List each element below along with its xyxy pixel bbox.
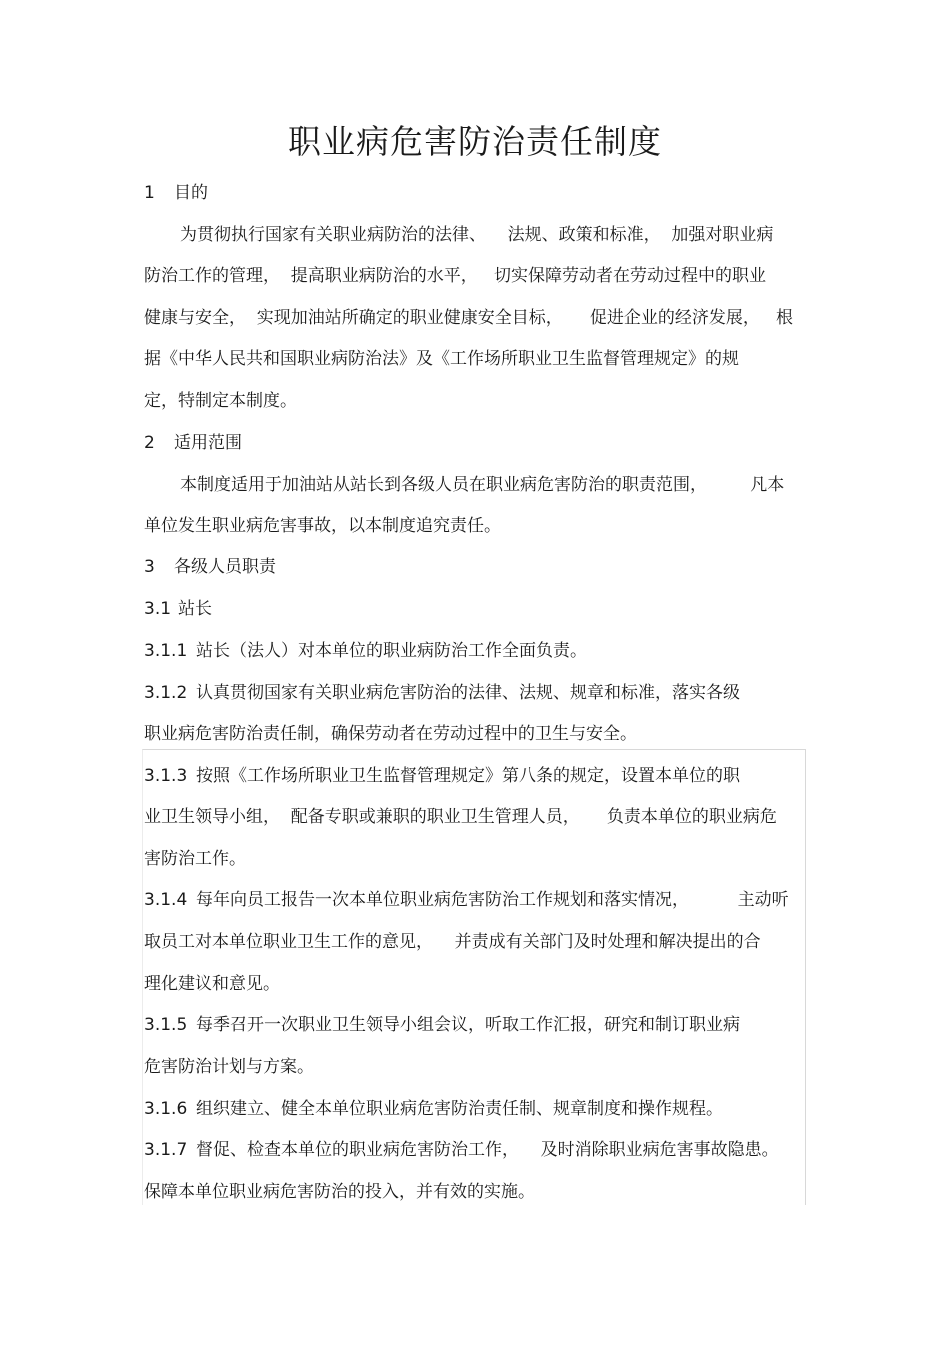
item-3-1-7 [144,1138,779,1162]
item-number: 3.1.1 [144,641,188,661]
section-number: 1 [144,183,155,203]
section-number: 2 [144,433,155,453]
paragraph-line: 职业病危害防治责任制，确保劳动者在劳动过程中的卫生与安全。 [144,724,637,744]
item-text: 每季召开一次职业卫生领导小组会议，听取工作汇报，研究和制订职业病 [196,1015,740,1035]
section-3-1-heading [144,597,212,621]
paragraph-line: 单位发生职业病危害事故，以本制度追究责任。 [144,516,501,536]
paragraph-line: 危害防治计划与方案。 [144,1057,314,1077]
item-number: 3.1.7 [144,1140,188,1160]
item-3-1-1 [144,639,587,663]
paragraph-line: 害防治工作。 [144,849,246,869]
section-2-heading [144,431,242,455]
section-title: 适用范围 [174,433,242,453]
item-3-1-4 [144,888,789,912]
paragraph-line: 取员工对本单位职业卫生工作的意见， 并责成有关部门及时处理和解决提出的合 [144,932,761,952]
section-3-heading [144,555,276,579]
paragraph-line: 本制度适用于加油站从站长到各级人员在职业病危害防治的职责范围， 凡本 [180,475,785,495]
item-number: 3.1.2 [144,683,188,703]
item-3-1-3 [144,764,740,788]
item-3-1-6 [144,1097,723,1121]
paragraph-line: 业卫生领导小组， 配备专职或兼职的职业卫生管理人员， 负责本单位的职业病危 [144,807,777,827]
item-text: 督促、检查本单位的职业病危害防治工作， 及时消除职业病危害事故隐患。 [196,1140,779,1160]
paragraph-line: 理化建议和意见。 [144,974,280,994]
item-number: 3.1.4 [144,890,188,910]
item-number: 3.1.5 [144,1015,188,1035]
section-title: 站长 [178,599,212,619]
section-title: 各级人员职责 [174,557,276,577]
document-title: 职业病危害防治责任制度 [288,122,662,161]
paragraph-line: 定，特制定本制度。 [144,391,297,411]
section-title: 目的 [174,183,208,203]
item-3-1-2 [144,681,740,705]
paragraph-line: 为贯彻执行国家有关职业病防治的法律、 法规、政策和标准， 加强对职业病 [180,225,774,245]
item-number: 3.1.3 [144,766,188,786]
item-text: 认真贯彻国家有关职业病危害防治的法律、法规、规章和标准，落实各级 [196,683,740,703]
item-3-1-5 [144,1013,740,1037]
paragraph-line: 防治工作的管理， 提高职业病防治的水平， 切实保障劳动者在劳动过程中的职业 [144,266,767,286]
item-text: 站长（法人）对本单位的职业病防治工作全面负责。 [196,641,587,661]
paragraph-line: 健康与安全， 实现加油站所确定的职业健康安全目标， 促进企业的经济发展， 根 [144,308,794,328]
section-1-heading [144,181,208,205]
section-number: 3 [144,557,155,577]
item-text: 每年向员工报告一次本单位职业病危害防治工作规划和落实情况， 主动听 [196,890,789,910]
item-text: 组织建立、健全本单位职业病危害防治责任制、规章制度和操作规程。 [196,1099,723,1119]
item-number: 3.1.6 [144,1099,188,1119]
paragraph-line: 保障本单位职业病危害防治的投入，并有效的实施。 [144,1182,535,1202]
item-text: 按照《工作场所职业卫生监督管理规定》第八条的规定，设置本单位的职 [196,766,740,786]
paragraph-line: 据《中华人民共和国职业病防治法》及《工作场所职业卫生监督管理规定》的规 [144,349,739,369]
section-number: 3.1 [144,599,172,619]
